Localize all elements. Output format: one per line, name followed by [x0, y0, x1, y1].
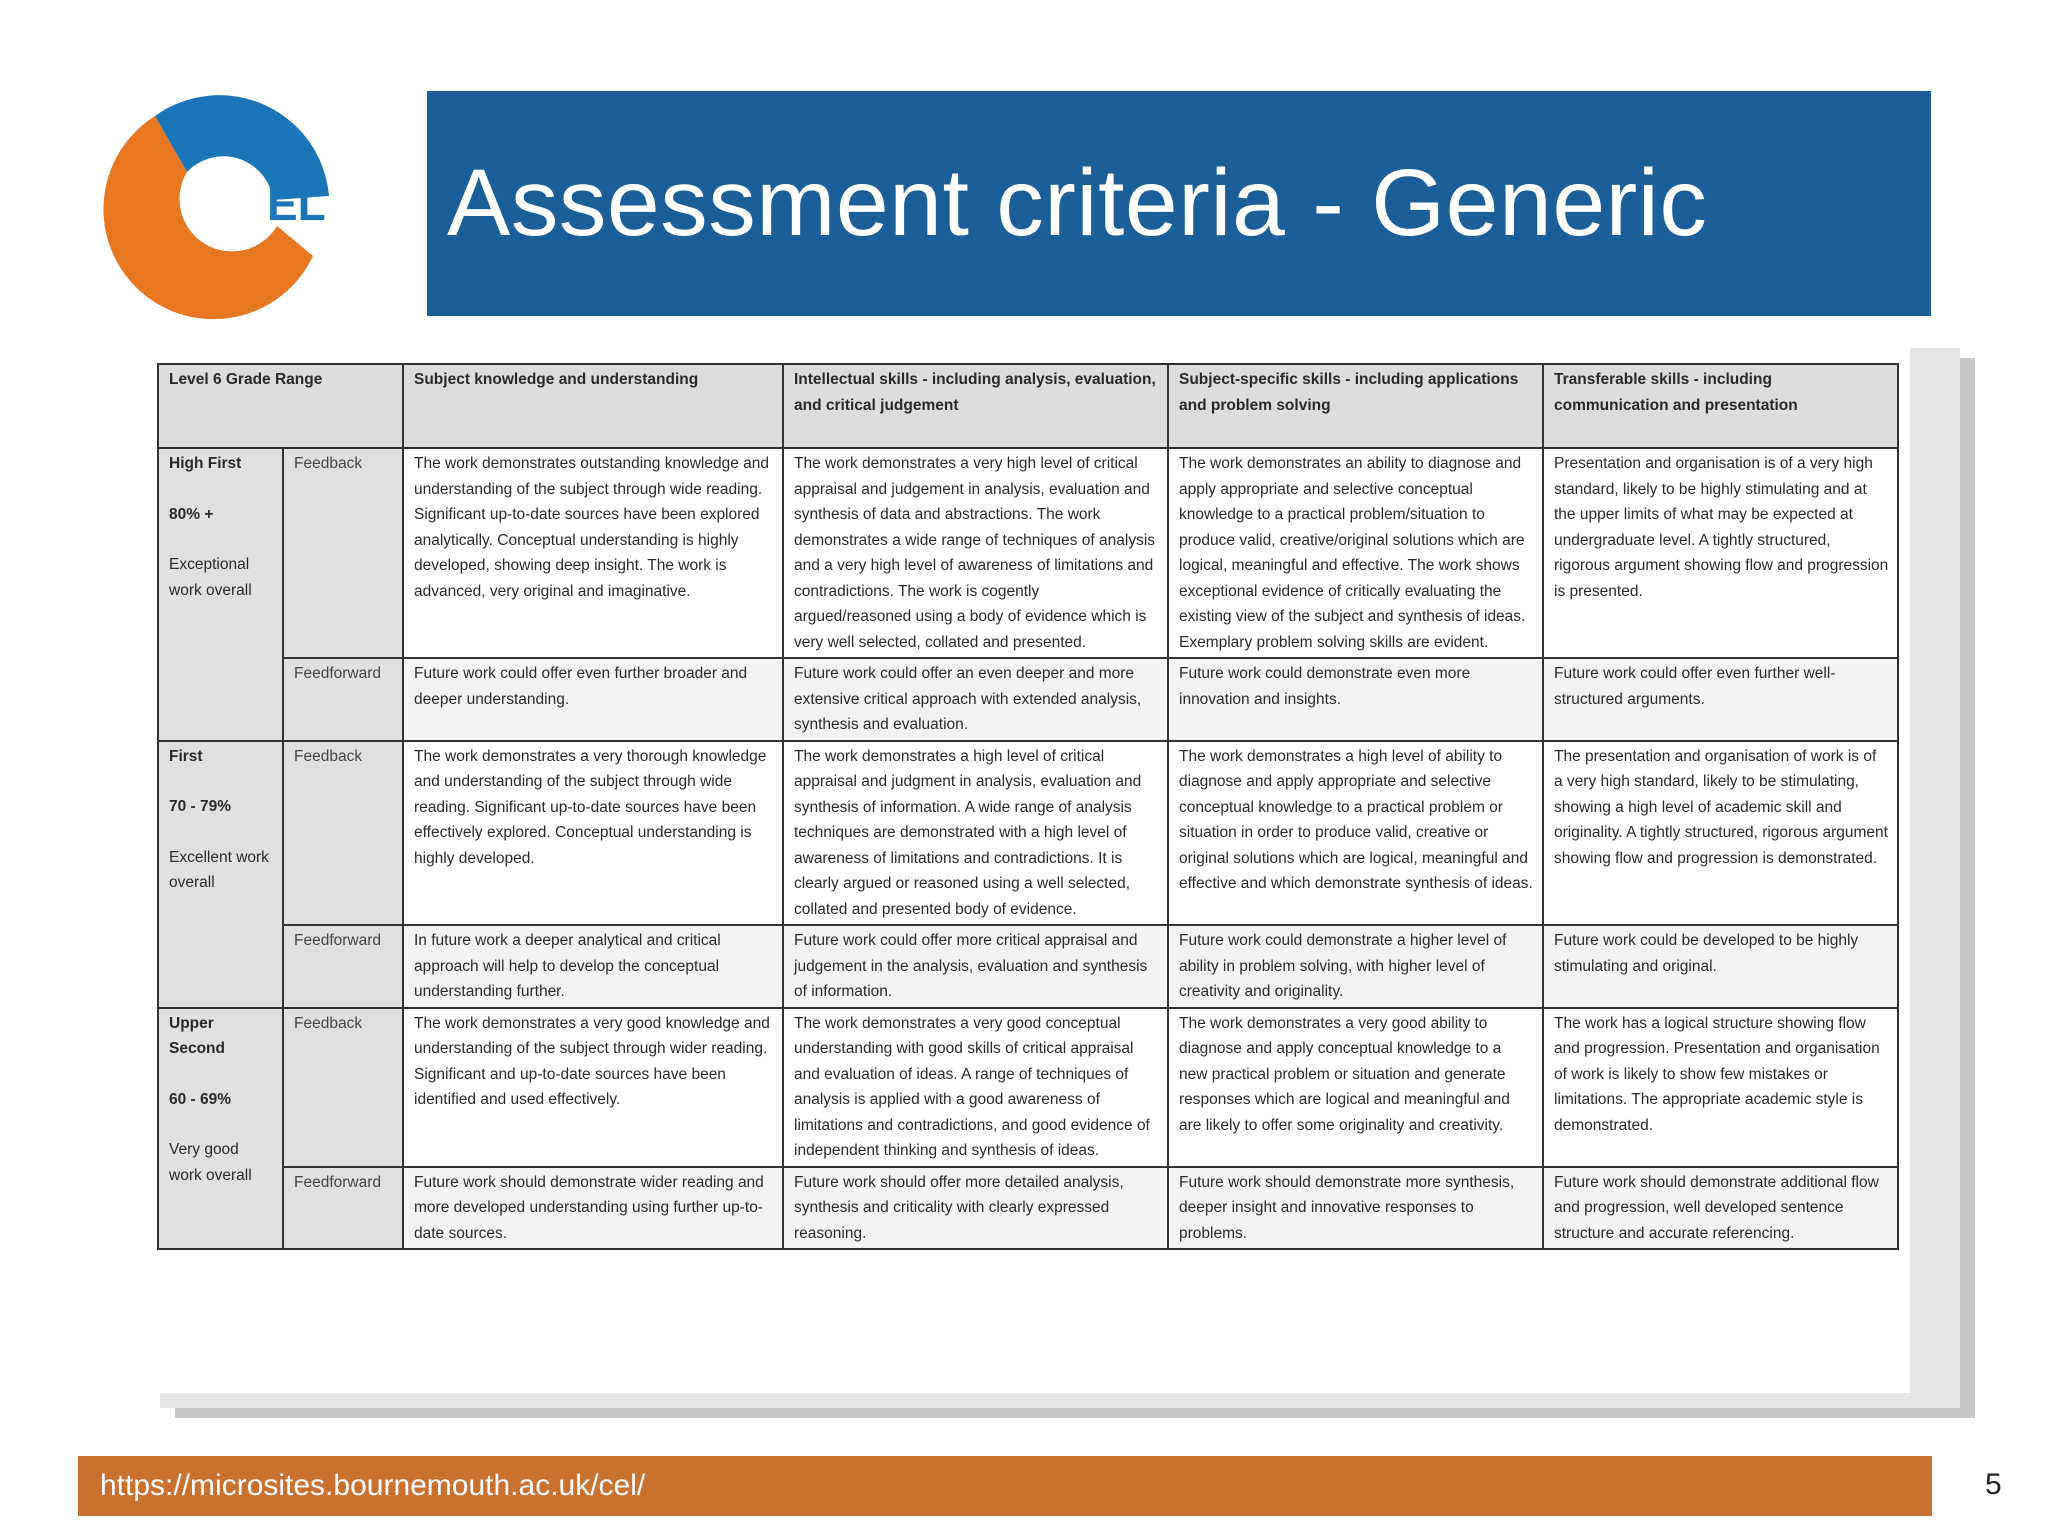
- table-row: [158, 448, 1898, 658]
- table-cell: Future work should demonstrate wider reading and more developed understanding using further up-to-date sources.: [403, 1167, 783, 1250]
- header-intellectual-skills: Intellectual skills - including analysis, evaluation, and critical judgement: [783, 364, 1168, 448]
- feedback-label: Feedback: [283, 448, 403, 658]
- table-cell: Future work should offer more detailed analysis, synthesis and criticality with clearly expressed reasoning.: [783, 1167, 1168, 1250]
- table-cell: Future work could offer even further broader and deeper understanding.: [403, 658, 783, 741]
- header-subject-specific-skills: Subject-specific skills - including applications and problem solving: [1168, 364, 1543, 448]
- slide-title: Assessment criteria - Generic: [447, 150, 1708, 256]
- table-cell: Future work should demonstrate more synthesis, deeper insight and innovative responses to problems.: [1168, 1167, 1543, 1250]
- table-cell: Presentation and organisation is of a very high standard, likely to be highly stimulating and at the upper limits of what may be expected at undergraduate level. A tightly structured, rigorous argument showing flow and progression is presented.: [1543, 448, 1898, 658]
- feedforward-label: Feedforward: [283, 658, 403, 741]
- grade-description: Exceptional work overall: [169, 556, 252, 599]
- table-cell: Future work could offer more critical appraisal and judgement in the analysis, evaluation and synthesis of information.: [783, 925, 1168, 1008]
- table-cell: The work has a logical structure showing flow and progression. Presentation and organisation of work is likely to show few mistakes or limitations. The appropriate academic style is demonstrated.: [1543, 1008, 1898, 1167]
- grade-name: High First: [169, 455, 242, 472]
- table-cell: Future work could demonstrate even more innovation and insights.: [1168, 658, 1543, 741]
- title-bar: [427, 91, 1931, 316]
- grade-range: 80% +: [169, 505, 214, 523]
- table-cell: The work demonstrates outstanding knowledge and understanding of the subject through wide reading. Significant up-to-date sources have been explored analytically. Conceptual understanding is highly developed, showing deep insight. The work is advanced, very original and imaginative.: [403, 448, 783, 658]
- table-cell: Future work could offer an even deeper and more extensive critical approach with extended analysis, synthesis and evaluation.: [783, 658, 1168, 741]
- table-cell: Future work could offer even further well-structured arguments.: [1543, 658, 1898, 741]
- footer-url[interactable]: https://microsites.bournemouth.ac.uk/cel/: [100, 1469, 646, 1502]
- header-row: [158, 364, 1898, 448]
- table-row: [158, 925, 1898, 1008]
- logo-text: EL: [267, 178, 326, 230]
- grade-description: Very good work overall: [169, 1141, 252, 1184]
- table-cell: Future work could be developed to be highly stimulating and original.: [1543, 925, 1898, 1008]
- table-row: [158, 741, 1898, 926]
- table-cell: In future work a deeper analytical and critical approach will help to develop the conceptual understanding further.: [403, 925, 783, 1008]
- header-subject-knowledge: Subject knowledge and understanding: [403, 364, 783, 448]
- table-cell: The presentation and organisation of work is of a very high standard, likely to be stimulating, showing a high level of academic skill and originality. A tightly structured, rigorous argument showing flow and progression is demonstrated.: [1543, 741, 1898, 926]
- table-row: [158, 1008, 1898, 1167]
- feedback-label: Feedback: [283, 1008, 403, 1167]
- table-row: [158, 658, 1898, 741]
- grade-name: Upper Second: [169, 1014, 225, 1057]
- header-grade-range: Level 6 Grade Range: [158, 364, 403, 448]
- table-cell: Future work should demonstrate additional flow and progression, well developed sentence structure and accurate referencing.: [1543, 1167, 1898, 1250]
- table-cell: The work demonstrates a very good conceptual understanding with good skills of critical appraisal and evaluation of ideas. A range of techniques of analysis is applied with a good awareness of limitations and contradictions, and good evidence of independent thinking and synthesis of ideas.: [783, 1008, 1168, 1167]
- grade-range: 70 - 79%: [169, 798, 232, 815]
- table-cell: The work demonstrates a high level of critical appraisal and judgment in analysis, evaluation and synthesis of information. A wide range of analysis techniques are demonstrated with a high level of awareness of limitations and contradictions. It is clearly argued or reasoned using a well selected, collated and presented body of evidence.: [783, 741, 1168, 926]
- cel-logo: [95, 88, 351, 328]
- criteria-table-image: [140, 348, 1910, 1393]
- table-cell: Future work could demonstrate a higher level of ability in problem solving, with higher level of creativity and originality.: [1168, 925, 1543, 1008]
- grade-name: First: [169, 747, 203, 765]
- table-cell: The work demonstrates a very thorough knowledge and understanding of the subject through wide reading. Significant up-to-date sources have been effectively explored. Conceptual understanding is highly developed.: [403, 741, 783, 926]
- feedforward-label: Feedforward: [283, 1167, 403, 1250]
- grade-range: 60 - 69%: [169, 1090, 232, 1108]
- page-number: 5: [1985, 1468, 2002, 1501]
- grade-cell: [158, 741, 283, 1008]
- footer-bar: [78, 1456, 1932, 1516]
- feedback-label: Feedback: [283, 741, 403, 926]
- grade-cell: [158, 448, 283, 741]
- feedforward-label: Feedforward: [283, 925, 403, 1008]
- table-cell: The work demonstrates a very good knowledge and understanding of the subject through wider reading. Significant and up-to-date sources have been identified and used effectively.: [403, 1008, 783, 1167]
- table-cell: The work demonstrates a very good ability to diagnose and apply conceptual knowledge to a new practical problem or situation and generate responses which are logical and meaningful and are likely to offer some originality and creativity.: [1168, 1008, 1543, 1167]
- grade-description: Excellent work overall: [169, 848, 269, 891]
- table-cell: The work demonstrates a high level of ability to diagnose and apply appropriate and selective conceptual knowledge to a practical problem or situation in order to produce valid, creative or original solutions which are logical, meaningful and effective and which demonstrate synthesis of ideas.: [1168, 741, 1543, 926]
- table-row: [158, 1167, 1898, 1250]
- criteria-table: [157, 363, 1899, 1250]
- grade-cell: [158, 1008, 283, 1250]
- table-cell: The work demonstrates an ability to diagnose and apply appropriate and selective conceptual knowledge to a practical problem/situation to produce valid, creative/original solutions which are logical, meaningful and effective. The work shows exceptional evidence of critically evaluating the existing view of the subject and synthesis of ideas. Exemplary problem solving skills are evident.: [1168, 448, 1543, 658]
- header-transferable-skills: Transferable skills - including communication and presentation: [1543, 364, 1898, 448]
- table-cell: The work demonstrates a very high level of critical appraisal and judgement in analysis, evaluation and synthesis of data and abstractions. The work demonstrates a wide range of techniques of analysis and a very high level of awareness of limitations and contradictions. The work is cogently argued/reasoned using a body of evidence which is very well selected, collated and presented.: [783, 448, 1168, 658]
